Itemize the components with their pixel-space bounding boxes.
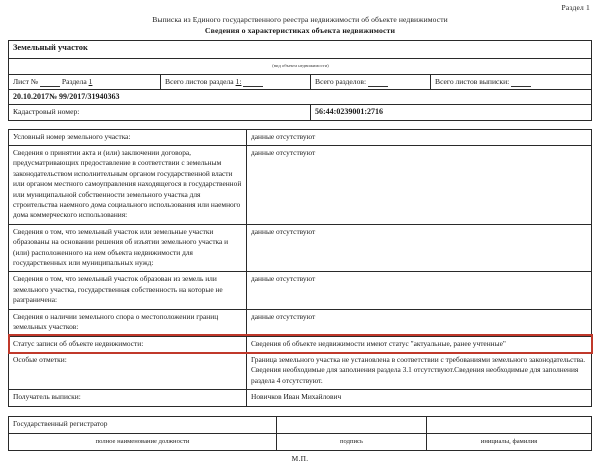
table-row xyxy=(9,352,592,389)
total-extract-sheets-blank xyxy=(511,78,531,87)
sheet-number-label: Лист № xyxy=(13,77,39,86)
table-row-sheet-counters xyxy=(9,75,592,90)
cadastral-number-value: 56:44:0239001:2716 xyxy=(311,105,592,120)
signature-cell xyxy=(277,416,427,433)
sheet-number-cell xyxy=(9,75,161,90)
row-value: данные отсутствуют xyxy=(247,272,592,309)
document-titles xyxy=(8,15,592,36)
table-row xyxy=(9,390,592,406)
initials-cell xyxy=(427,416,592,433)
row-value: данные отсутствуют xyxy=(247,129,592,145)
total-sheets-section-value: 1: xyxy=(235,77,242,86)
table-row-object-kind-note xyxy=(9,59,592,75)
sheet-section-label: Раздела xyxy=(61,77,87,86)
cadastral-number-label: Кадастровый номер: xyxy=(9,105,311,120)
details-table-block xyxy=(8,129,592,407)
object-kind-value: Земельный участок xyxy=(9,41,592,59)
row-label: Сведения о том, что земельный участок образован из земель или земельного участка, государственная собственность на которые не разграничена: xyxy=(9,272,247,309)
total-sections-label: Всего разделов: xyxy=(315,77,367,86)
row-label: Сведения о том, что земельный участок или земельные участки образованы на основании решения об изъятии земельного участка и (или) расположенного на нем объекта недвижимости для государственных или муниципальных нужд: xyxy=(9,224,247,272)
signature-block xyxy=(8,416,592,463)
row-value: данные отсутствуют xyxy=(247,309,592,336)
total-extract-sheets-label: Всего листов выписки: xyxy=(435,77,510,86)
object-kind-note: (вид объекта недвижимости) xyxy=(9,59,592,75)
table-row xyxy=(9,146,592,225)
stamp-placeholder: М.П. xyxy=(291,453,309,463)
total-sections-blank xyxy=(368,78,388,87)
row-value: Новичков Иван Михайлович xyxy=(247,390,592,406)
header-table xyxy=(8,40,592,121)
total-sheets-section-blank xyxy=(243,78,263,87)
table-row-status xyxy=(9,336,592,352)
caption-signature: подпись xyxy=(277,433,427,450)
table-row-date-number xyxy=(9,90,592,105)
total-sheets-section-label: Всего листов раздела xyxy=(165,77,234,86)
table-row xyxy=(9,224,592,272)
status-row-value: Сведения об объекте недвижимости имеют статус "актуальные, ранее учтенные" xyxy=(247,336,592,352)
row-value: Граница земельного участка не установлена в соответствии с требованиями земельного законодательства. Сведения необходимые для заполнения раздела 3.1 отсутствуют.Сведения необходимые для заполнения раздела 4 отсутствуют. xyxy=(247,352,592,389)
row-label: Сведения о наличии земельного спора о местоположении границ земельных участков: xyxy=(9,309,247,336)
signature-table xyxy=(8,416,592,451)
sheet-section-value: 1 xyxy=(88,77,93,86)
registrar-label: Государственный регистратор xyxy=(9,416,277,433)
header-table-block xyxy=(8,40,592,121)
table-row-cadastral-number xyxy=(9,105,592,120)
status-row-label: Статус записи об объекте недвижимости: xyxy=(9,336,247,352)
caption-initials: инициалы, фамилия xyxy=(427,433,592,450)
details-table xyxy=(8,129,592,407)
row-value: данные отсутствуют xyxy=(247,224,592,272)
total-sheets-section-cell xyxy=(161,75,311,90)
table-row xyxy=(9,129,592,145)
caption-position: полное наименование должности xyxy=(9,433,277,450)
row-label: Особые отметки: xyxy=(9,352,247,389)
table-row xyxy=(9,309,592,336)
table-row-registrar xyxy=(9,416,592,433)
section-marker: Раздел 1 xyxy=(561,3,590,12)
total-extract-sheets-cell xyxy=(431,75,592,90)
table-row-object-kind xyxy=(9,41,592,59)
row-value: данные отсутствуют xyxy=(247,146,592,225)
sheet-number-blank xyxy=(40,78,60,87)
row-label: Сведения о принятии акта и (или) заключении договора, предусматривающих предоставление в соответствии с земельным законодательством исполнительным органом государственной власти или органом местного самоуправления находящегося в государственной или муниципальной собственности земельного участка для строительства наемного дома социального использования или наемного дома коммерческого использования: xyxy=(9,146,247,225)
table-row xyxy=(9,272,592,309)
document-title-secondary: Сведения о характеристиках объекта недвижимости xyxy=(204,26,396,35)
row-label: Получатель выписки: xyxy=(9,390,247,406)
document-date-and-number: 20.10.2017№ 99/2017/31940363 xyxy=(9,90,592,105)
row-label: Условный номер земельного участка: xyxy=(9,129,247,145)
table-row-captions xyxy=(9,433,592,450)
document-title-primary: Выписка из Единого государственного реестра недвижимости об объекте недвижимости xyxy=(152,15,448,24)
total-sections-cell xyxy=(311,75,431,90)
